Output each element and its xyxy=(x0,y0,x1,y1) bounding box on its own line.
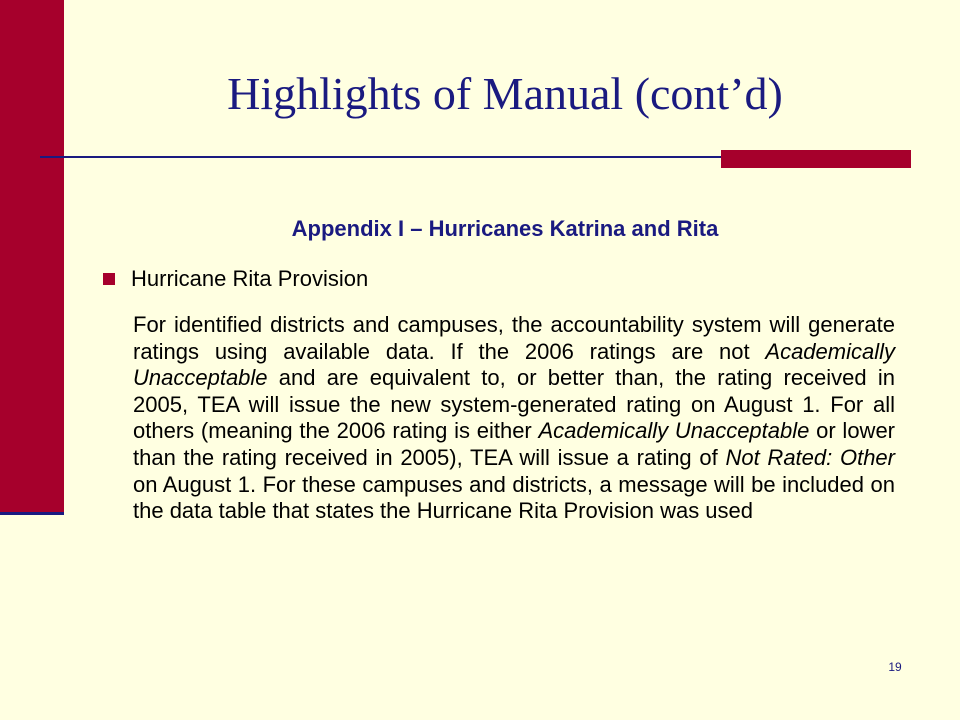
title-divider-accent xyxy=(721,150,911,168)
left-accent-bar xyxy=(0,0,64,512)
paragraph-text-3: or lower than the rating received in 2005), TEA will issue a rating of xyxy=(133,418,895,470)
bullet-label: Hurricane Rita Provision xyxy=(131,266,369,291)
square-bullet-icon xyxy=(103,273,115,285)
left-accent-underline xyxy=(0,512,64,515)
paragraph-text-4: on August 1. For these campuses and districts, a message will be included on the data table that states the Hurricane Rita Provision was used xyxy=(133,471,895,524)
section-subheading: Appendix I – Hurricanes Katrina and Rita xyxy=(291,216,719,241)
slide-number: 19 xyxy=(888,660,902,674)
paragraph-text-1: For identified districts and campuses, the accountability system will generate ratings using available data. If the 2006 ratings are not xyxy=(133,312,895,364)
paragraph-text-2: and are equivalent to, or better than, the rating received in 2005, TEA will issue the new system-generated rating on August 1. For all others (meaning the 2006 rating is either xyxy=(133,365,895,444)
paragraph-italic-1: Academically Unacceptable xyxy=(133,338,895,391)
bullet-item xyxy=(103,263,903,295)
paragraph-italic-2: Academically Unacceptable xyxy=(538,418,810,444)
slide-title: Highlights of Manual (cont’d) xyxy=(227,68,783,119)
provision-paragraph xyxy=(133,312,895,525)
paragraph-italic-3: Not Rated: Other xyxy=(725,444,895,470)
